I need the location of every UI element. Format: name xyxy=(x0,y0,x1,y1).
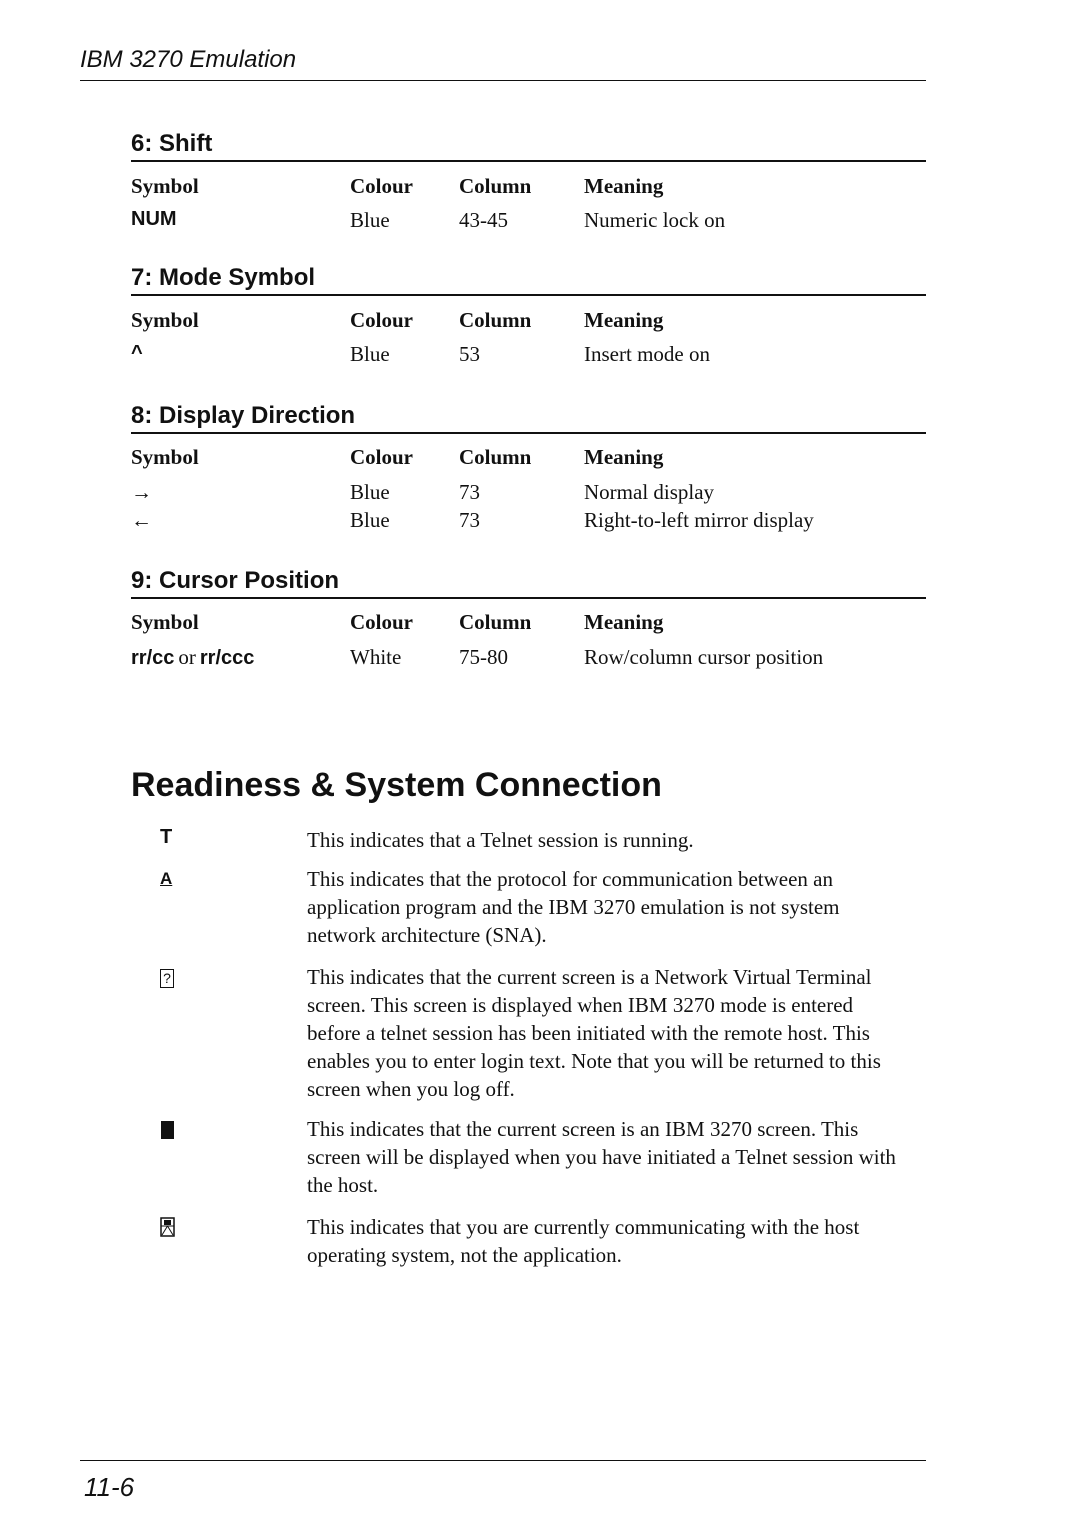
colour-cell: Blue xyxy=(350,480,390,504)
column-header-symbol: Symbol xyxy=(131,174,199,198)
symbol-alt: rr/ccc xyxy=(199,647,255,669)
section-rule xyxy=(131,160,926,162)
page-number: 11-6 xyxy=(84,1472,135,1502)
colour-cell: Blue xyxy=(350,342,390,366)
readiness-description: This indicates that the current screen is an IBM 3270 screen. This screen will be displayed when you have initiated a Telnet session with the host. xyxy=(307,1117,896,1197)
colour-cell: Blue xyxy=(350,208,390,232)
telnet-t-icon: T xyxy=(160,826,173,848)
symbol-cell xyxy=(131,645,254,670)
symbol-cell: ← xyxy=(131,508,152,532)
column-header-meaning: Meaning xyxy=(584,445,664,469)
column-header-symbol: Symbol xyxy=(131,308,199,332)
ibm3270-solid-block-icon xyxy=(161,1121,174,1139)
readiness-description: This indicates that you are currently communicating with the host operating system, not the application. xyxy=(307,1215,860,1267)
column-cell: 75-80 xyxy=(459,645,508,669)
symbol-or: or xyxy=(178,645,196,669)
section-title: 9: Cursor Position xyxy=(131,567,340,594)
meaning-cell: Right-to-left mirror display xyxy=(584,508,814,532)
column-header-meaning: Meaning xyxy=(584,308,664,332)
column-header-colour: Colour xyxy=(350,174,413,198)
symbol-cell: ^ xyxy=(131,342,143,364)
meaning-cell: Normal display xyxy=(584,480,715,504)
readiness-title: Readiness & System Connection xyxy=(131,766,662,804)
section-title: 6: Shift xyxy=(131,130,213,157)
header-rule xyxy=(80,80,926,81)
column-header-meaning: Meaning xyxy=(584,174,664,198)
running-header: IBM 3270 Emulation xyxy=(80,46,297,73)
symbol-cell: NUM xyxy=(131,208,177,230)
colour-cell: White xyxy=(350,645,402,669)
section-title: 8: Display Direction xyxy=(131,402,356,429)
symbol-cell: → xyxy=(131,480,152,504)
nvt-question-box-icon: ? xyxy=(160,969,174,988)
column-header-meaning: Meaning xyxy=(584,610,664,634)
column-header-column: Column xyxy=(459,610,532,634)
readiness-description: This indicates that the protocol for communication between an application program and the IBM 3270 emulation is not system network architecture (SNA). xyxy=(307,867,840,947)
symbol: rr/cc xyxy=(131,647,175,669)
column-header-colour: Colour xyxy=(350,445,413,469)
readiness-description: This indicates that the current screen is a Network Virtual Terminal screen. This screen is displayed when IBM 3270 mode is entered before a telnet session has been initiated with the remote host. This enables you to enter login text. Note that you will be returned to this screen when you log off. xyxy=(307,965,881,1101)
column-header-colour: Colour xyxy=(350,610,413,634)
section-rule xyxy=(131,432,926,434)
column-cell: 73 xyxy=(459,480,480,504)
column-header-column: Column xyxy=(459,445,532,469)
column-header-column: Column xyxy=(459,308,532,332)
host-os-figure-icon xyxy=(160,1217,176,1237)
non-sna-a-icon: A xyxy=(160,869,173,888)
column-header-symbol: Symbol xyxy=(131,445,199,469)
column-cell: 43-45 xyxy=(459,208,508,232)
meaning-cell: Numeric lock on xyxy=(584,208,726,232)
section-rule xyxy=(131,294,926,296)
column-header-colour: Colour xyxy=(350,308,413,332)
readiness-description: This indicates that a Telnet session is running. xyxy=(307,828,694,852)
meaning-cell: Row/column cursor position xyxy=(584,645,824,669)
column-header-column: Column xyxy=(459,174,532,198)
meaning-cell: Insert mode on xyxy=(584,342,710,366)
section-rule xyxy=(131,597,926,599)
column-cell: 73 xyxy=(459,508,480,532)
section-title: 7: Mode Symbol xyxy=(131,264,316,291)
footer-rule xyxy=(80,1460,926,1461)
column-cell: 53 xyxy=(459,342,480,366)
column-header-symbol: Symbol xyxy=(131,610,199,634)
colour-cell: Blue xyxy=(350,508,390,532)
